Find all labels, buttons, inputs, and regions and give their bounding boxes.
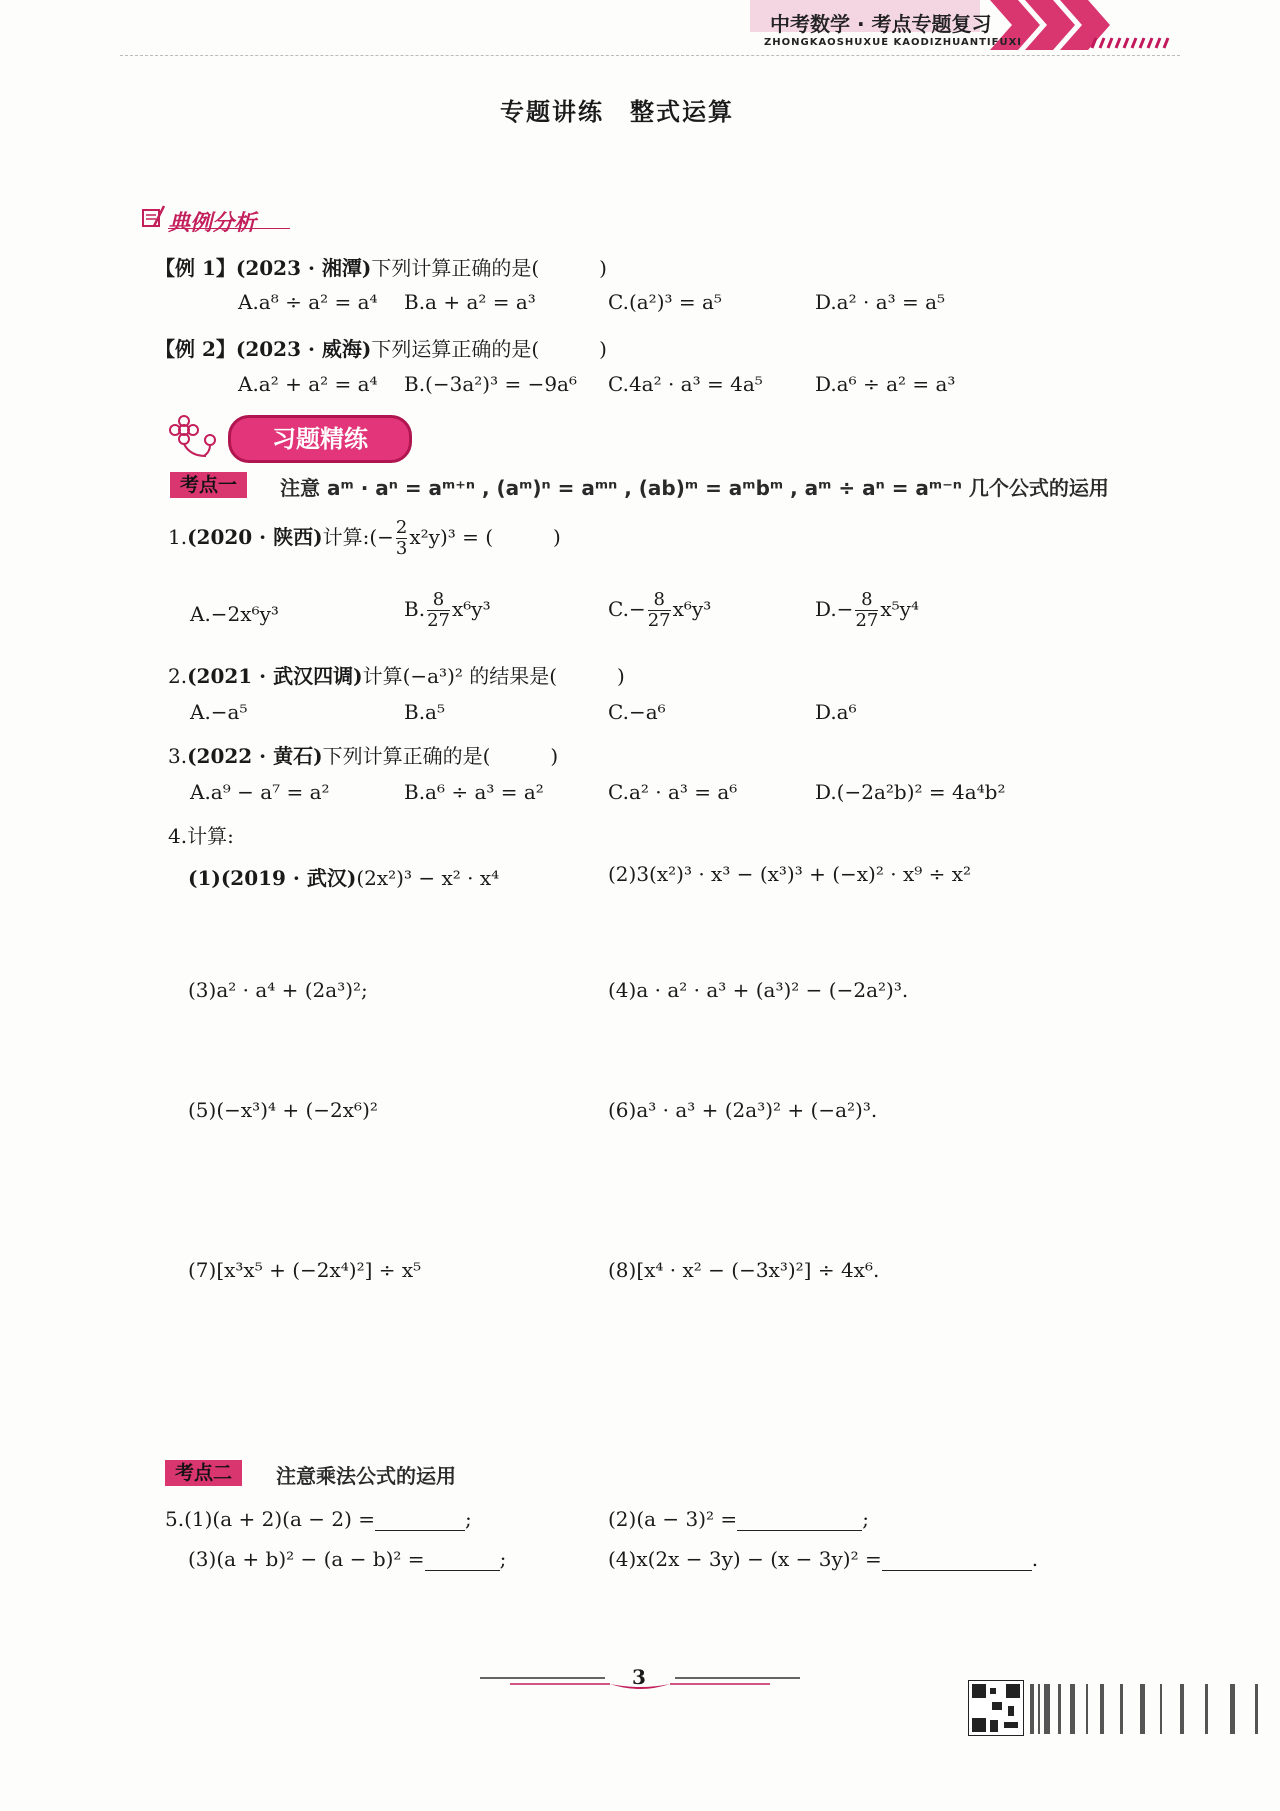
question-5-part-4-expr: (4)x(2x − 3y) − (x − 3y)² =: [608, 1547, 882, 1571]
option-b-suffix: x⁶y³: [451, 597, 491, 621]
question-5-part-2-expr: (2)(a − 3)² =: [608, 1507, 738, 1531]
question-1-source: (2020 · 陕西): [187, 525, 323, 549]
question-4-part-1-expr: (2x²)³ − x² · x⁴: [356, 866, 500, 890]
kaodian-1-tag: 考点一: [170, 472, 247, 498]
qr-code-icon[interactable]: [968, 1680, 1024, 1736]
question-2-option-b: B.a⁵: [404, 700, 445, 724]
example-1-option-a: A.a⁸ ÷ a² = a⁴: [238, 290, 378, 314]
page-title: 专题讲练 整式运算: [500, 98, 734, 126]
question-3-option-c: C.a² · a³ = a⁶: [608, 780, 738, 804]
flower-icon: [168, 412, 228, 460]
option-b-fraction: [427, 590, 450, 631]
question-1-option-c: [608, 590, 711, 631]
fraction-denominator: 27: [855, 610, 879, 631]
question-4-part-3: (3)a² · a⁴ + (2a³)²;: [188, 978, 368, 1002]
example-1-label: 【例 1】: [155, 256, 236, 280]
example-1-source: (2023 · 湘潭): [235, 256, 372, 280]
answer-blank[interactable]: [375, 1506, 465, 1531]
question-3-option-a: A.a⁹ − a⁷ = a²: [190, 780, 330, 804]
fraction-numerator: 8: [653, 589, 665, 610]
separator: ;: [862, 1507, 869, 1531]
question-3-option-b: B.a⁶ ÷ a³ = a²: [404, 780, 544, 804]
question-4-part-6: (6)a³ · a³ + (2a³)² + (−a²)³.: [608, 1098, 878, 1122]
question-1-stem-a: 计算:(−: [322, 525, 394, 549]
kaodian-2-text: 注意乘法公式的运用: [276, 1464, 456, 1488]
question-4-part-4: (4)a · a² · a³ + (a³)² − (−2a²)³.: [608, 978, 909, 1002]
kaodian-2-tag: 考点二: [165, 1460, 242, 1486]
question-2: [168, 660, 625, 689]
example-2-option-d: D.a⁶ ÷ a² = a³: [815, 372, 956, 396]
question-4-part-1-source: (1)(2019 · 武汉): [188, 866, 357, 890]
option-c-fraction: [648, 590, 671, 631]
question-2-stem: 计算(−a³)² 的结果是( ): [362, 664, 625, 688]
option-d-suffix: x⁵y⁴: [880, 597, 919, 621]
answer-blank[interactable]: [882, 1546, 1032, 1571]
question-1: [168, 518, 561, 559]
question-1-option-a: A.−2x⁶y³: [190, 602, 279, 626]
separator: .: [1031, 1547, 1039, 1571]
examples-heading: 典例分析: [168, 211, 257, 236]
question-4-part-5: (5)(−x³)⁴ + (−2x⁶)²: [188, 1098, 378, 1122]
kaodian-1-text: 注意 aᵐ · aⁿ = aᵐ⁺ⁿ , (aᵐ)ⁿ = aᵐⁿ , (ab)ᵐ = aᵐbᵐ , aᵐ ÷ aⁿ = aᵐ⁻ⁿ 几个公式的运用: [280, 476, 1109, 500]
question-3: [168, 740, 558, 769]
question-1-fraction: [396, 518, 407, 559]
example-2: [155, 333, 607, 362]
practice-banner: 习题精练: [228, 415, 412, 463]
question-2-option-c: C.−a⁶: [608, 700, 666, 724]
answer-blank[interactable]: [425, 1546, 500, 1571]
option-d-fraction: [855, 590, 878, 631]
question-4-part-2: (2)3(x²)³ · x³ − (x³)³ + (−x)² · x⁹ ÷ x²: [608, 862, 972, 886]
series-subtitle: ZHONGKAOSHUXUE KAODIZHUANTIFUXI: [764, 37, 1022, 48]
fraction-denominator: 27: [647, 610, 671, 631]
question-5-part-3-expr: (3)(a + b)² − (a − b)² =: [188, 1547, 425, 1571]
example-1-option-b: B.a + a² = a³: [404, 290, 536, 314]
question-5-part-1: [165, 1506, 472, 1531]
question-1-stem-b: x²y)³ = ( ): [409, 525, 561, 549]
header-divider: [120, 55, 1180, 56]
question-4-part-7: (7)[x³x⁵ + (−2x⁴)²] ÷ x⁵: [188, 1258, 422, 1282]
example-1-option-c: C.(a²)³ = a⁵: [608, 290, 722, 314]
separator: ;: [499, 1547, 507, 1571]
question-5-part-3: [188, 1546, 506, 1571]
question-5-part-4: [608, 1546, 1038, 1571]
question-5-part-2: [608, 1506, 869, 1531]
fraction-numerator: 8: [861, 589, 873, 610]
question-5-number: 5.: [165, 1507, 185, 1531]
question-1-number: 1.: [168, 525, 188, 549]
option-b-prefix: B.: [404, 597, 426, 621]
fraction-numerator: 2: [395, 517, 408, 538]
question-5-part-1-expr: (1)(a + 2)(a − 2) =: [184, 1507, 375, 1531]
pencil-book-icon: [140, 204, 166, 230]
fraction-denominator: 3: [395, 538, 408, 559]
question-3-number: 3.: [168, 744, 188, 768]
question-1-option-d: [815, 590, 919, 631]
option-d-prefix: D.−: [815, 597, 854, 621]
example-2-label: 【例 2】: [155, 337, 236, 361]
question-3-stem: 下列计算正确的是( ): [322, 744, 559, 768]
question-2-option-a: A.−a⁵: [190, 700, 248, 724]
example-2-option-c: C.4a² · a³ = 4a⁵: [608, 372, 763, 396]
question-4-part-8: (8)[x⁴ · x² − (−3x³)²] ÷ 4x⁶.: [608, 1258, 880, 1282]
example-1: [155, 252, 607, 281]
page-number: 3: [632, 1665, 646, 1689]
option-c-suffix: x⁶y³: [672, 597, 712, 621]
example-1-option-d: D.a² · a³ = a⁵: [815, 290, 946, 314]
examples-underline: [168, 228, 290, 229]
question-3-source: (2022 · 黄石): [187, 744, 323, 768]
question-3-option-d: D.(−2a²b)² = 4a⁴b²: [815, 780, 1006, 804]
answer-blank[interactable]: [737, 1506, 862, 1531]
question-2-option-d: D.a⁶: [815, 700, 857, 724]
fraction-numerator: 8: [432, 589, 445, 610]
example-2-option-a: A.a² + a² = a⁴: [238, 372, 378, 396]
example-1-stem: 下列计算正确的是( ): [371, 256, 607, 280]
fraction-denominator: 27: [427, 610, 450, 631]
series-title: 中考数学 · 考点专题复习: [770, 12, 992, 36]
option-c-prefix: C.−: [608, 597, 646, 621]
question-1-option-b: [404, 590, 491, 631]
example-2-option-b: B.(−3a²)³ = −9a⁶: [404, 372, 577, 396]
separator: ;: [465, 1507, 472, 1531]
question-4-heading: 4.计算:: [168, 824, 234, 848]
example-2-source: (2023 · 威海): [235, 337, 372, 361]
barcode-graphic: [1030, 1680, 1270, 1736]
question-4-part-1: [188, 862, 499, 891]
question-2-source: (2021 · 武汉四调): [187, 664, 363, 688]
example-2-stem: 下列运算正确的是( ): [371, 337, 607, 361]
question-2-number: 2.: [168, 664, 188, 688]
